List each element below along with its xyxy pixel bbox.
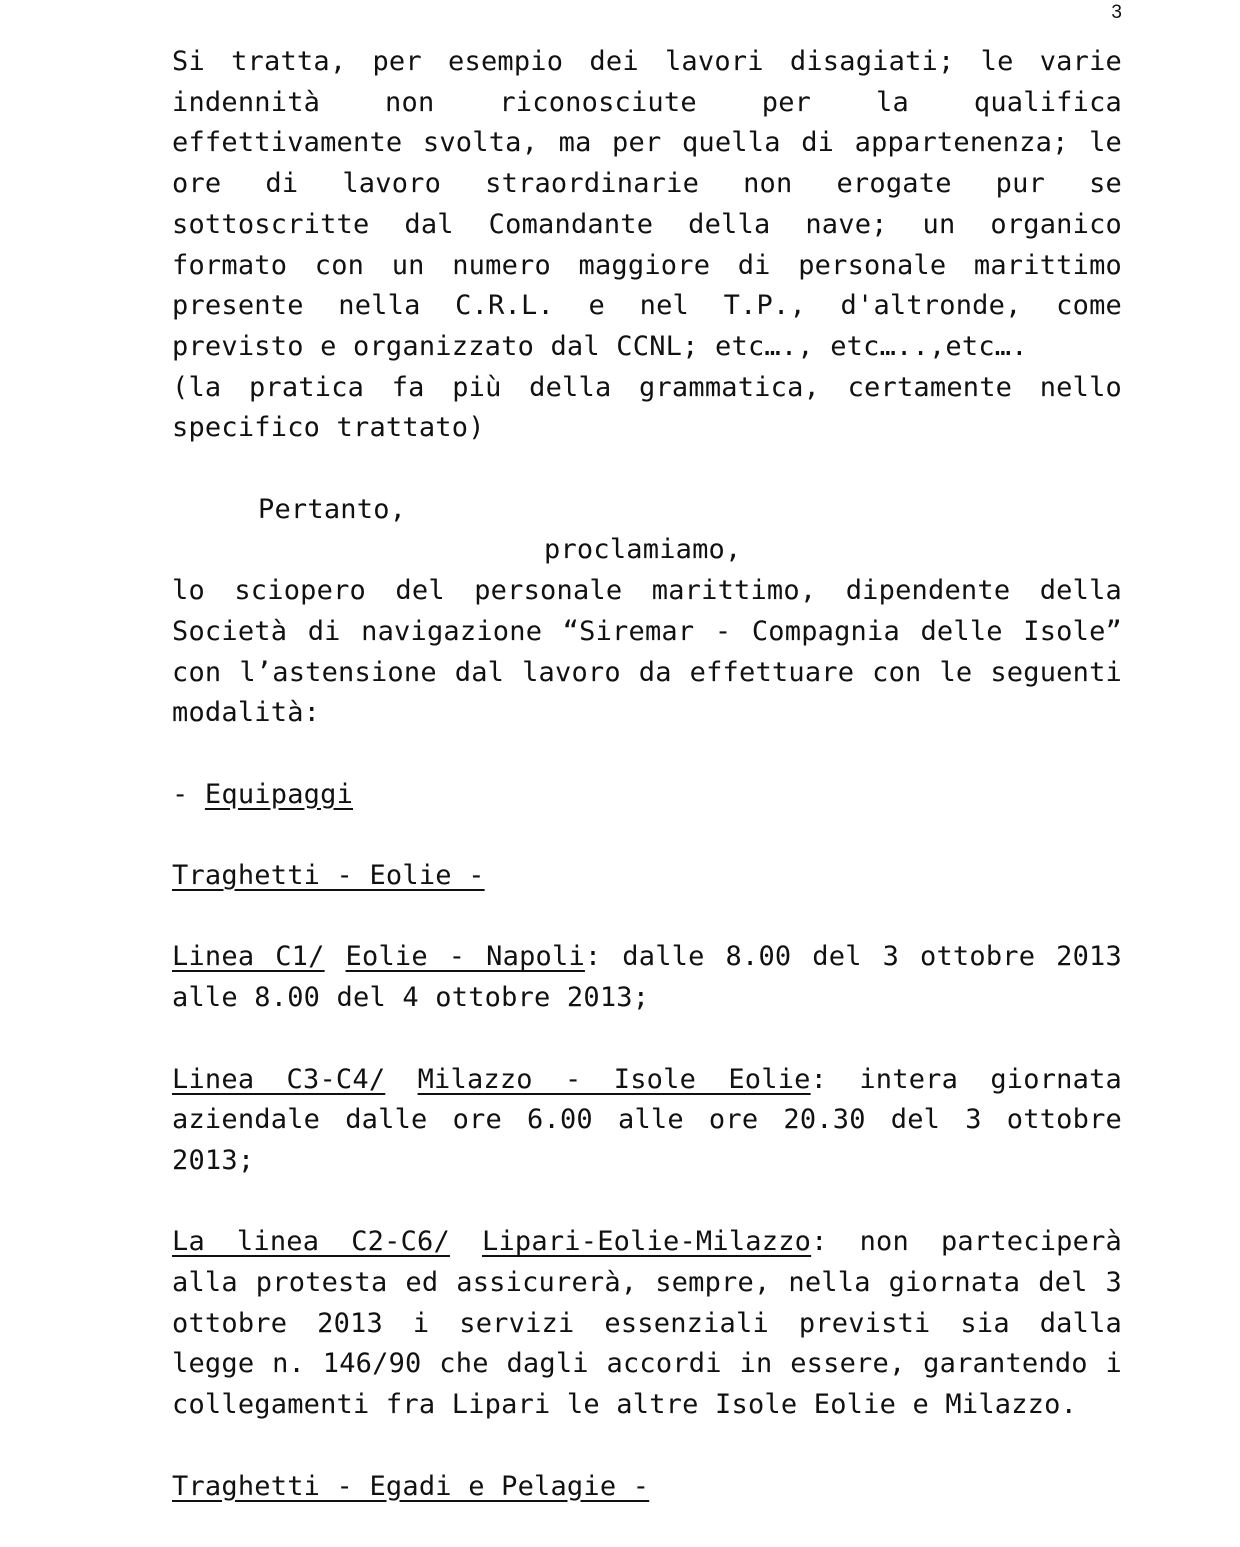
pertanto-line: Pertanto, <box>258 493 407 525</box>
paragraph-linea-c1 <box>172 937 1122 1018</box>
paragraph-linea-c3c4 <box>172 1060 1122 1182</box>
linea-c1-label: Linea C1/ <box>172 941 325 973</box>
spacer <box>172 449 1122 490</box>
linea-c3c4-text: : intera giornata aziendale dalle ore 6.00 alle ore 20.30 del 3 ottobre 2013; <box>172 1063 1122 1176</box>
linea-c2c6-text: : non parteciperà alla protesta ed assicurerà, sempre, nella giornata del 3 ottobre 2013 i servizi essenziali previsti sia dalla legge n. 146/90 che dagli accordi in essere, garantendo i collegamenti fra Lipari le altre Isole Eolie e Milazzo. <box>172 1226 1122 1421</box>
paragraph-sciopero: lo sciopero del personale marittimo, dipendente della Società di navigazione “Siremar - Compagnia delle Isole” con l’astensione dal lavoro da effettuare con le seguenti modalità: <box>172 575 1122 729</box>
heading-traghetti-egadi <box>172 1467 1122 1508</box>
page-number: 3 <box>1111 2 1122 23</box>
heading-traghetti-egadi-text: Traghetti - Egadi e Pelagie - <box>172 1470 650 1502</box>
linea-c3c4-label: Linea C3-C4/ <box>172 1063 386 1095</box>
equipaggi-label: Equipaggi <box>204 778 354 810</box>
spacer <box>172 1182 1122 1223</box>
equipaggi-item <box>172 775 1122 816</box>
spacer <box>172 897 1122 938</box>
linea-c3c4-route: Milazzo - Isole Eolie <box>417 1063 811 1095</box>
heading-traghetti-eolie <box>172 856 1122 897</box>
paragraph-pratica: (la pratica fa più della grammatica, certamente nello specifico trattato) <box>172 371 1122 444</box>
spacer <box>172 1426 1122 1467</box>
spacer <box>172 1019 1122 1060</box>
document-body <box>172 42 1122 1507</box>
linea-c1-route: Eolie - Napoli <box>345 941 585 973</box>
heading-traghetti-eolie-text: Traghetti - Eolie - <box>172 860 485 892</box>
linea-c2c6-label: La linea C2-C6/ <box>172 1226 450 1258</box>
proclamiamo-line: proclamiamo, <box>544 534 742 566</box>
linea-c2c6-route: Lipari-Eolie-Milazzo <box>482 1226 812 1258</box>
equipaggi-dash: - <box>172 778 205 810</box>
spacer <box>172 815 1122 856</box>
linea-c1-text: : dalle 8.00 del 3 ottobre 2013 alle 8.00 del 4 ottobre 2013; <box>172 941 1122 1014</box>
paragraph-lavori-disagiati: Si tratta, per esempio dei lavori disagiati; le varie indennità non riconosciute per la qualifica effettivamente svolta, ma per quella di appartenenza; le ore di lavoro straordinarie non erogate pur se sottoscritte dal Comandante della nave; un organico formato con un numero maggiore di personale marittimo presente nella C.R.L. e nel T.P., d'altronde, come previsto e organizzato dal CCNL; etc…., etc…..,etc…. <box>172 46 1122 362</box>
paragraph-linea-c2c6 <box>172 1222 1122 1426</box>
spacer <box>172 734 1122 775</box>
